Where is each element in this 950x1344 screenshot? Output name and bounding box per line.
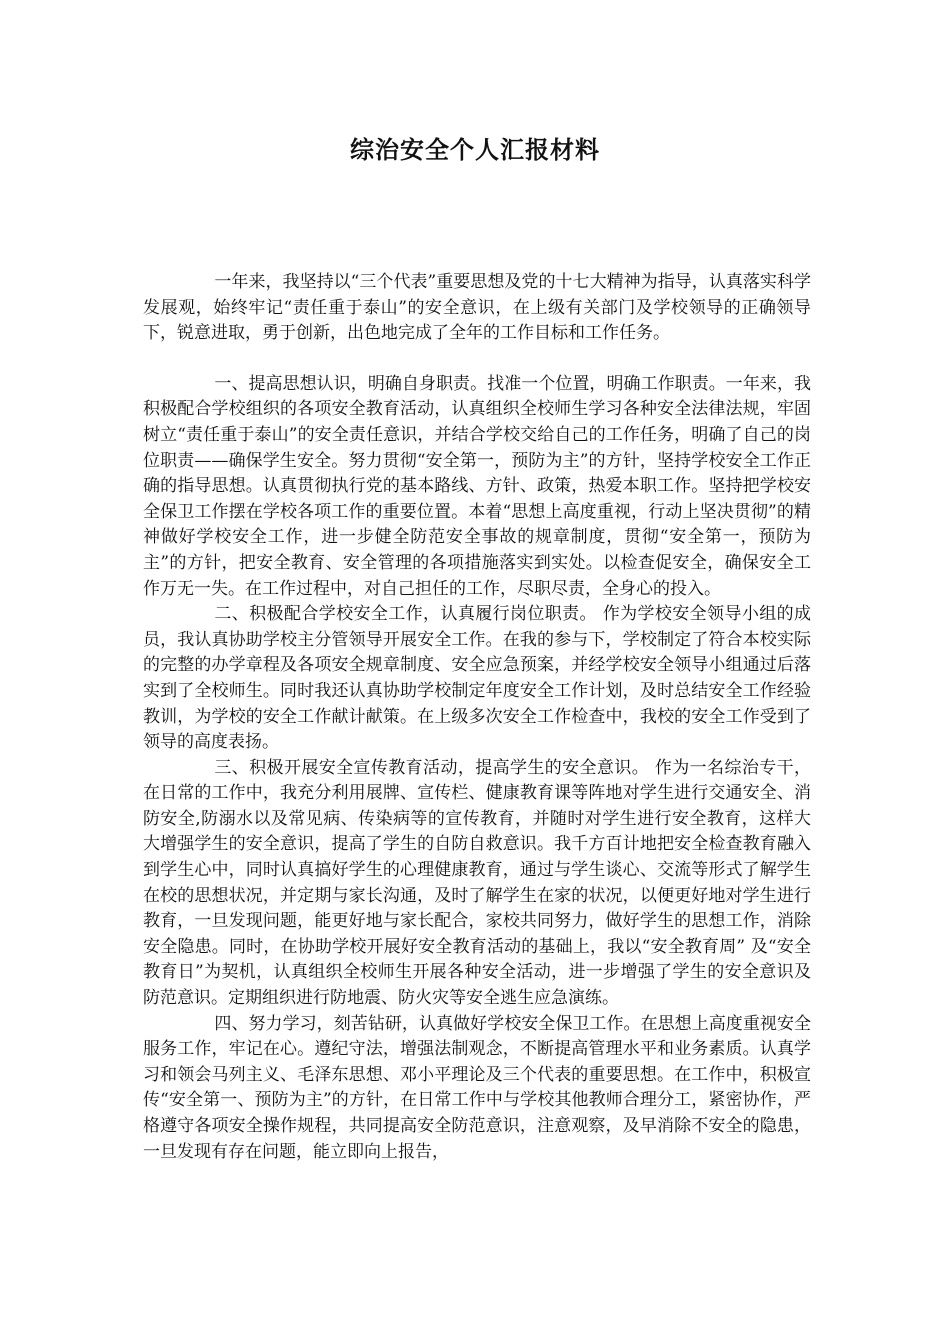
paragraph-section-3: 三、积极开展安全宣传教育活动，提高学生的安全意识。 作为一名综治专干，在日常的工作中，我充分利用展牌、宣传栏、健康教育课等阵地对学生进行交通安全、消防安全,防溺水以及常见病、传染病等的宣传教育，并随时对学生进行安全教育，这样大大增强学生的安全意识，提高了学生的自防自救意识。我千方百计地把安全检查教育融入到学生心中，同时认真搞好学生的心理健康教育，通过与学生谈心、交流等形式了解学生在校的思想状况，并定期与家长沟通，及时了解学生在家的状况，以便更好地对学生进行教育，一旦发现问题，能更好地与家长配合，家校共同努力，做好学生的思想工作，消除安全隐患。同时，在协助学校开展好安全教育活动的基础上，我以“安全教育周” 及“安全教育日”为契机，认真组织全校师生开展各种安全活动，进一步增强了学生的安全意识及防范意识。定期组织进行防地震、防火灾等安全逃生应急演练。 [143,757,811,1009]
document-body [143,270,811,1165]
paragraph-section-4: 四、努力学习，刻苦钻研，认真做好学校安全保卫工作。在思想上高度重视安全服务工作，牢记在心。遵纪守法，增强法制观念，不断提高管理水平和业务素质。认真学习和领会马列主义、毛泽东思想、邓小平理论及三个代表的重要思想。在工作中，积极宣传“安全第一、预防为主”的方针，在日常工作中与学校其他教师合理分工，紧密协作，严格遵守各项安全操作规程，共同提高安全防范意识，注意观察，及早消除不安全的隐患，一旦发现有存在问题，能立即向上报告， [143,1013,811,1162]
paragraph-section-1: 一、提高思想认识，明确自身职责。找准一个位置，明确工作职责。一年来，我积极配合学校组织的各项安全教育活动，认真组织全校师生学习各种安全法律法规，牢固树立“责任重于泰山”的安全责任意识，并结合学校交给自己的工作任务，明确了自己的岗位职责——确保学生安全。努力贯彻“安全第一，预防为主”的方针，坚持学校安全工作正确的指导思想。认真贯彻执行党的基本路线、方针、政策，热爱本职工作。坚持把学校安全保卫工作摆在学校各项工作的重要位置。本着“思想上高度重视，行动上坚决贯彻”的精神做好学校安全工作，进一步健全防范安全事故的规章制度，贯彻“安全第一，预防为主”的方针，把安全教育、安全管理的各项措施落实到实处。以检查促安全，确保安全工作万无一失。在工作过程中，对自己担任的工作，尽职尽责，全身心的投入。 [143,373,811,599]
paragraph-intro: 一年来，我坚持以“三个代表”重要思想及党的十七大精神为指导，认真落实科学发展观，始终牢记“责任重于泰山”的安全意识，在上级有关部门及学校领导的正确领导下，锐意进取，勇于创新，出色地完成了全年的工作目标和工作任务。 [143,272,811,344]
document-title: 综治安全个人汇报材料 [350,135,600,164]
paragraph-section-2: 二、积极配合学校安全工作，认真履行岗位职责。 作为学校安全领导小组的成员，我认真协助学校主分管领导开展安全工作。在我的参与下，学校制定了符合本校实际的完整的办学章程及各项安全规章制度、安全应急预案，并经学校安全领导小组通过后落实到了全校师生。同时我还认真协助学校制定年度安全工作计划，及时总结安全工作经验教训，为学校的安全工作献计献策。在上级多次安全工作检查中，我校的安全工作受到了领导的高度表扬。 [143,604,811,753]
